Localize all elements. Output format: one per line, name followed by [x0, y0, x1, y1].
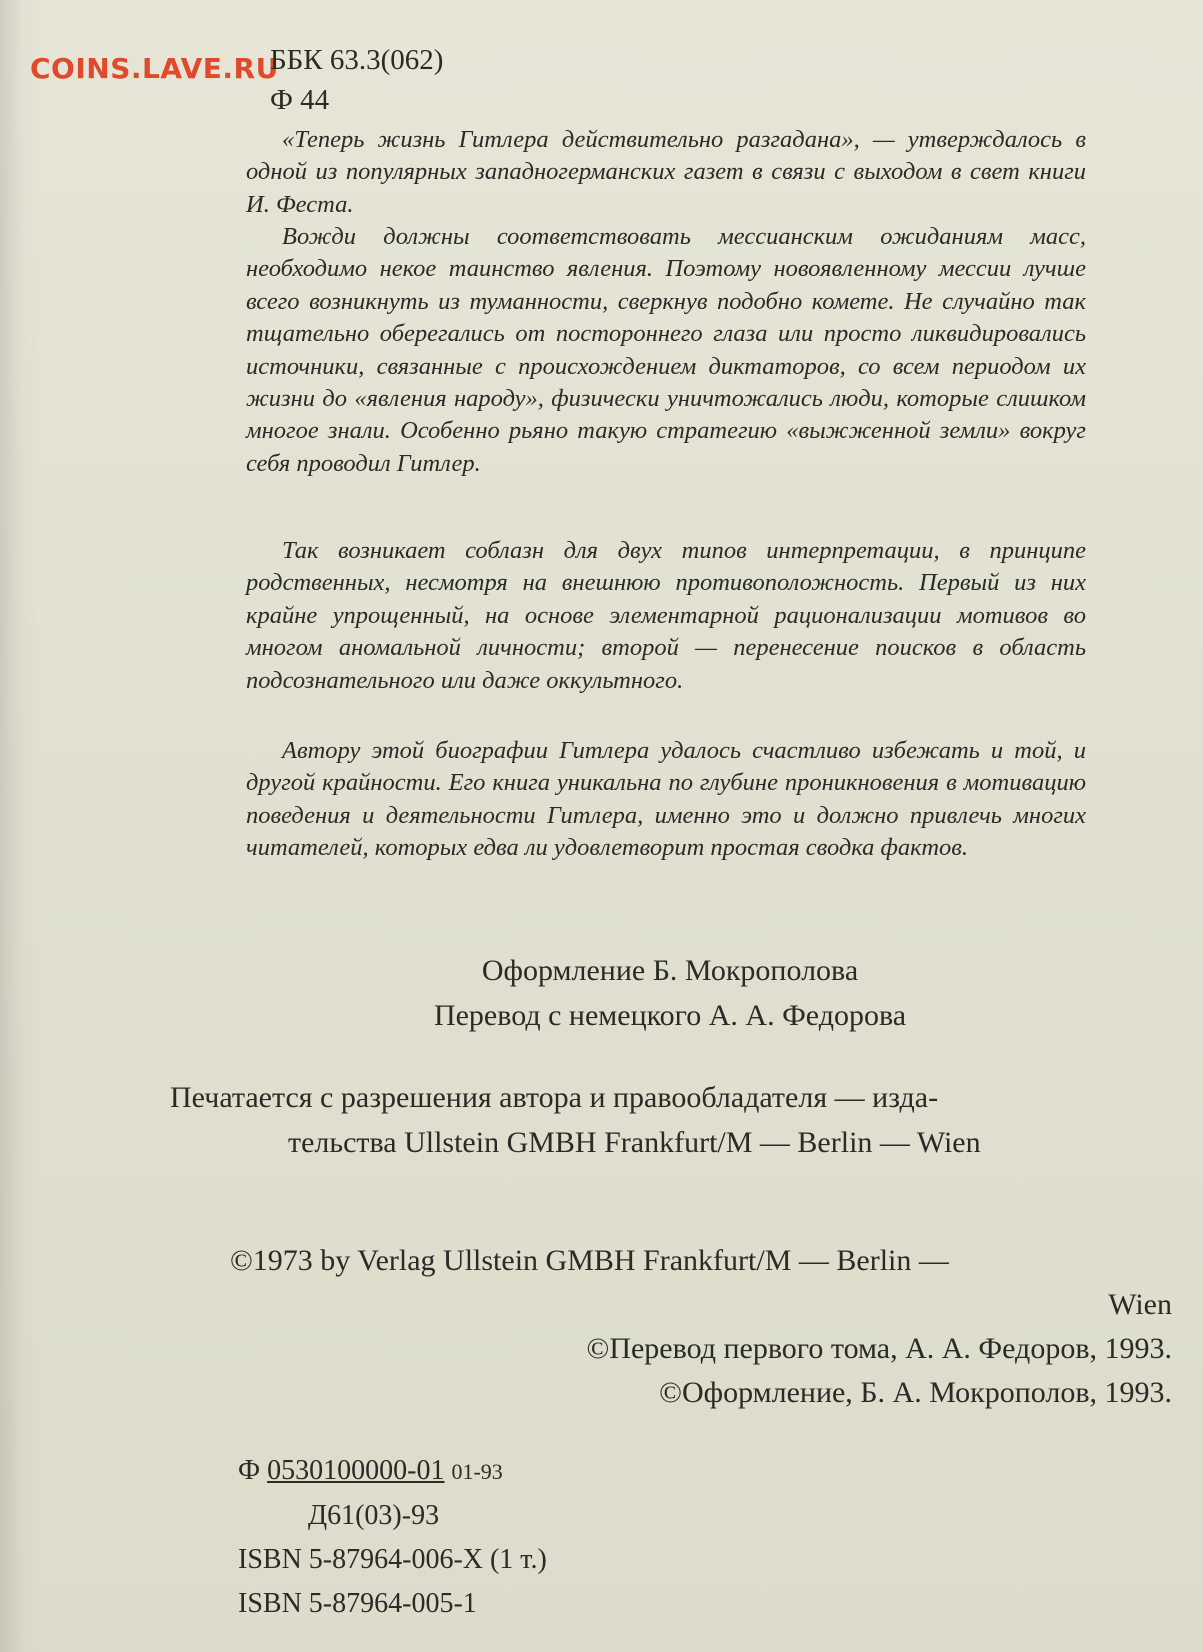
translation-credit: Перевод с немецкого А. А. Федорова: [433, 999, 907, 1032]
copyright-translation: ©Перевод первого тома, А. А. Федоров, 1993.: [586, 1332, 1172, 1365]
isbn-volume-1: ISBN 5-87964-006-X (1 т.): [238, 1544, 547, 1575]
permission-line-1: Печатается с разрешения автора и правообладателя — изда-: [170, 1081, 939, 1114]
bbk-code: ББК 63.3(062): [270, 44, 444, 76]
credits-block: [300, 948, 1040, 1038]
copyright-design: ©Оформление, Б. А. Мокрополов, 1993.: [659, 1376, 1172, 1409]
publication-index-prefix: Ф: [238, 1455, 261, 1486]
publication-index-suffix: 01-93: [451, 1459, 503, 1484]
copyright-original-line-1: ©1973 by Verlag Ullstein GMBH Frankfurt/M — Berlin —: [230, 1244, 949, 1277]
copyright-block: [230, 1239, 1172, 1415]
permission-notice: [170, 1075, 1166, 1165]
watermark-text: COINS.LAVE.RU: [30, 52, 279, 85]
annotation-paragraph-3: Так возникает соблазн для двух типов интерпретации, в принципе родственных, несмотря на внешнюю противоположность. Первый из них крайне упрощенный, на основе элементарной рационализации мотивов во многом аномальной личности; второй — перенесение поисков в область подсознательного или даже оккультного.: [246, 537, 1086, 694]
classification-header: [270, 40, 443, 120]
annotation-paragraph-2: Вожди должны соответствовать мессианским ожиданиям масс, необходимо некое таинство явления. Поэтому новоявленному мессии лучше всего возникнуть из туманности, сверкнув подобно комете. Не случайно так тщательно оберегались от постороннего глаза или просто ликвидировались источники, связанные с происхождением диктаторов, со всем периодом их жизни до «явления народу», физически уничтожались люди, которые слишком многое знали. Особенно рьяно такую стратегию «выжженной земли» вокруг себя проводил Гитлер.: [246, 223, 1086, 477]
author-mark-code: Ф 44: [270, 84, 330, 116]
annotation-paragraph-4: Автору этой биографии Гитлера удалось счастливо избежать и той, и другой крайности. Его книга уникальна по глубине проникновения в мотивацию поведения и деятельности Гитлера, именно это и должно привлечь многих читателей, которых едва ли удовлетворит простая сводка фактов.: [246, 737, 1086, 862]
publication-codes: [238, 1449, 547, 1626]
publication-index-line: [238, 1449, 547, 1494]
publication-index-number: 0530100000-01: [267, 1455, 445, 1486]
design-credit: Оформление Б. Мокрополова: [481, 954, 859, 987]
isbn-set: ISBN 5-87964-005-1: [238, 1588, 477, 1619]
permission-line-2: тельства Ullstein GMBH Frankfurt/M — Berlin — Wien: [288, 1126, 981, 1159]
copyright-original-line-2: Wien: [1108, 1288, 1172, 1321]
annotation-paragraph-1: «Теперь жизнь Гитлера действительно разгадана», — утверждалось в одной из популярных западногерманских газет в связи с выходом в свет книги И. Феста.: [246, 126, 1086, 218]
publication-d-code: Д61(03)-93: [308, 1500, 440, 1531]
